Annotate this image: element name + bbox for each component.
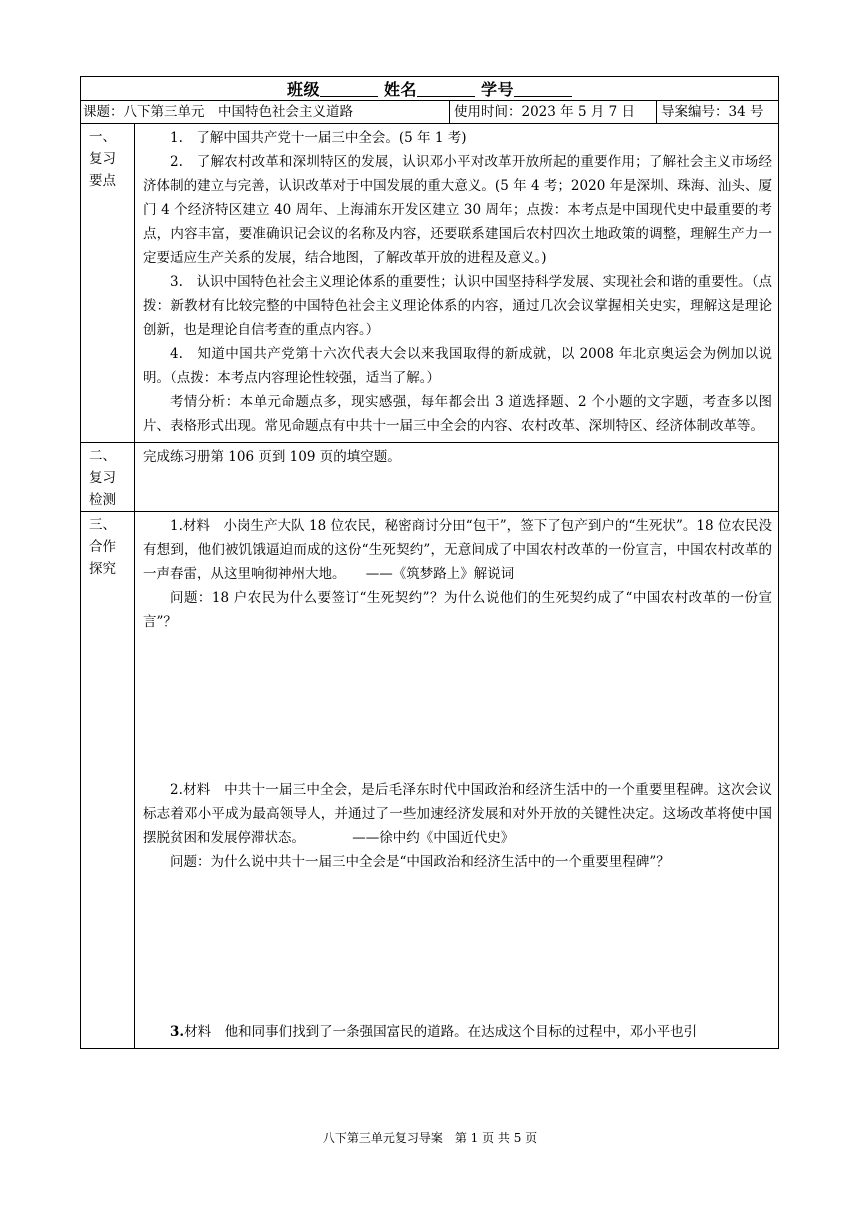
section-content — [135, 124, 779, 443]
material-text: 2.材料 中共十一届三中全会，是后毛泽东时代中国政治和经济生活中的一个重要里程碑。这次会议标志着邓小平成为最高领导人，并通过了一些加速经济发展和对外开放的关键性决定。这场改革将使中国摆脱贫困和发展停滞状态。 ——徐中约《中国近代史》 — [143, 782, 772, 846]
answer-space[interactable] — [143, 634, 772, 778]
label-line: 合作 — [89, 539, 116, 555]
name-blank[interactable] — [417, 81, 475, 97]
name-label: 姓名 — [383, 80, 417, 99]
material-text: 1.材料 小岗生产大队 18 位农民，秘密商讨分田“包干”，签下了包产到户的“生死状”。18 位农民没有想到，他们被饥饿逼迫而成的这份“生死契约”，无意间成了中国农村改革的一份宣言，中国农村改革的一声春雷，从这里响彻神州大地。 ——《筑梦路上》解说词 — [143, 518, 772, 582]
section-cooperative-inquiry — [81, 512, 779, 1049]
label-line: 二、 — [89, 448, 116, 464]
section-label — [81, 124, 135, 443]
review-check-text: 完成练习册第 106 页到 109 页的填空题。 — [143, 449, 401, 465]
meta-row — [81, 101, 779, 124]
label-line: 复习 — [89, 151, 116, 167]
review-point: 4. 知道中国共产党第十六次代表大会以来我国取得的新成就，以 2008 年北京奥运会为例加以说明。（点拨：本考点内容理论性较强，适当了解。） — [143, 346, 772, 386]
label-line: 探究 — [89, 561, 116, 577]
header-row — [81, 77, 779, 101]
id-label: 学号 — [481, 80, 515, 99]
label-line: 检测 — [89, 492, 116, 508]
id-blank[interactable] — [514, 81, 572, 97]
number-text: 导案编号：34 号 — [661, 104, 764, 120]
header-cell — [81, 77, 779, 101]
section-label — [81, 512, 135, 1049]
label-line: 一、 — [89, 129, 116, 145]
class-label: 班级 — [286, 80, 320, 99]
class-blank[interactable] — [320, 81, 378, 97]
answer-space[interactable] — [143, 874, 772, 1020]
question-text: 问题：18 户农民为什么要签订“生死契约”？为什么说他们的生死契约成了“中国农村改革的一份宣言”？ — [143, 590, 772, 630]
topic-text: 课题：八下第三单元 中国特色社会主义道路 — [81, 101, 450, 123]
section-content — [135, 512, 779, 1049]
review-point: 1. 了解中国共产党十一届三中全会。(5 年 1 考) — [170, 130, 467, 146]
meta-cell — [81, 101, 779, 124]
exam-analysis: 考情分析：本单元命题点多，现实感强，每年都会出 3 道选择题、2 个小题的文字题，考查多以图片、表格形式出现。常见命题点有中共十一届三中全会的内容、农村改革、深圳特区、经济体制改革等。 — [143, 394, 772, 434]
worksheet-table — [80, 76, 779, 1049]
review-point: 3. 认识中国特色社会主义理论体系的重要性；认识中国坚持科学发展、实现社会和谐的重要性。（点拨：新教材有比较完整的中国特色社会主义理论体系的内容，通过几次会议掌握相关史实，理解这是理论创新，也是理论自信考查的重点内容。） — [143, 274, 772, 338]
material-number: 3. — [170, 1024, 185, 1040]
date-text: 使用时间：2023 年 5 月 7 日 — [450, 101, 657, 123]
material-text — [143, 1020, 772, 1044]
section-content — [135, 443, 779, 512]
material-body: 材料 他和同事们找到了一条强国富民的道路。在达成这个目标的过程中，邓小平也引 — [184, 1024, 698, 1040]
label-line: 要点 — [89, 173, 116, 189]
question-text: 问题：为什么说中共十一届三中全会是“中国政治和经济生活中的一个重要里程碑”？ — [170, 854, 670, 870]
section-review-points — [81, 124, 779, 443]
review-point: 2. 了解农村改革和深圳特区的发展，认识邓小平对改革开放所起的重要作用；了解社会主义市场经济体制的建立与完善，认识改革对于中国发展的重大意义。(5 年 4 考；2020 年是深圳、珠海、汕头、厦门 4 个经济特区建立 40 周年、上海浦东开发区建立 30 周年；点拨：本考点是中国现代史中最重要的考点，内容丰富，要准确识记会议的名称及内容，还要联系建国后农村四次土地政策的调整，理解生产力一定要适应生产关系的发展，结合地图，了解改革开放的进程及意义。) — [143, 154, 772, 266]
section-review-check — [81, 443, 779, 512]
page-footer: 八下第三单元复习导案 第 1 页 共 5 页 — [322, 1131, 538, 1145]
label-line: 复习 — [89, 470, 116, 486]
section-label — [81, 443, 135, 512]
label-line: 三、 — [89, 517, 116, 533]
